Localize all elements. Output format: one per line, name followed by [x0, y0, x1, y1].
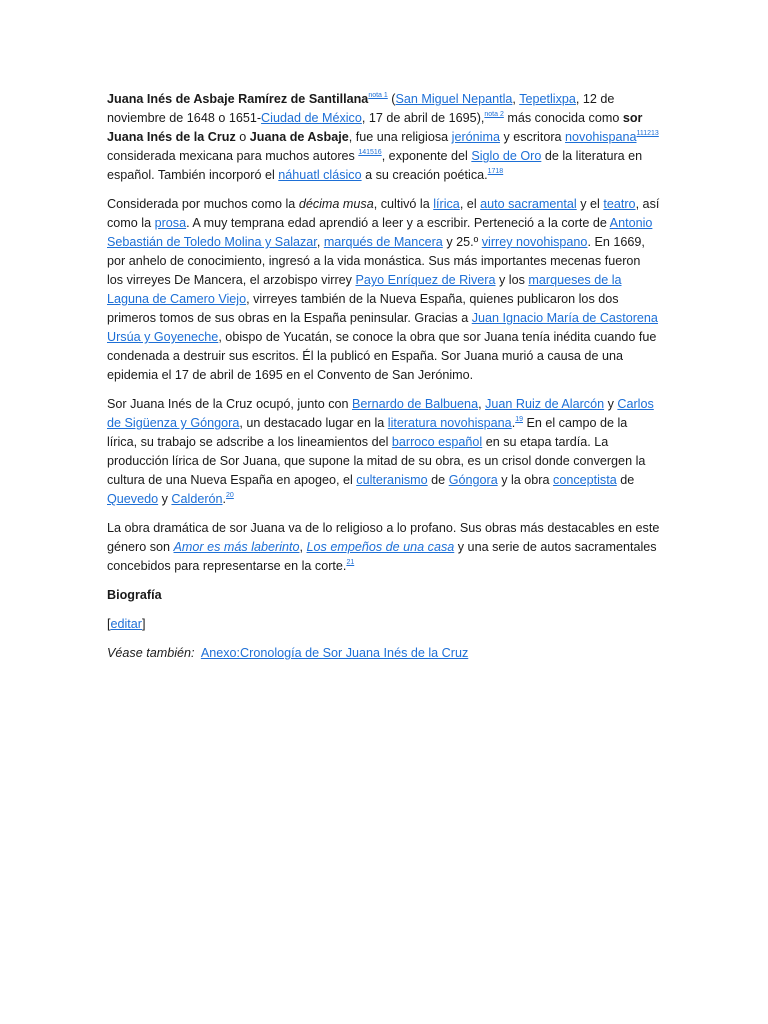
cite-ref-1718[interactable]: 1718 — [487, 168, 504, 175]
cite-ref-141516[interactable]: 141516 — [358, 149, 382, 156]
link-prosa[interactable]: prosa — [154, 216, 187, 230]
see-also-label: Véase también: — [107, 646, 195, 660]
link-marqueses-laguna[interactable]: marqueses de la Laguna de Camero Viejo — [107, 273, 622, 306]
link-calderon[interactable]: Calderón — [171, 492, 223, 506]
link-virrey-novohispano[interactable]: virrey novohispano — [481, 235, 588, 249]
note-ref-2[interactable]: nota 2 — [484, 111, 504, 118]
link-ruiz-de-alarcon[interactable]: Juan Ruiz de Alarcón — [485, 397, 605, 411]
link-siguenza[interactable]: Carlos de Sigüenza y Góngora — [107, 397, 654, 430]
paragraph-drama: La obra dramática de sor Juana va de lo religioso a lo profano. Sus obras más destacables en este género son Amor es más laberinto, Los empeños de una casa y una serie de autos sacramentales concebidos para representarse en la corte.$^{21}$ — [107, 521, 660, 573]
link-literatura-novohispana[interactable]: literatura novohispana — [387, 416, 512, 430]
link-barroco-espanol[interactable]: barroco español — [391, 435, 483, 449]
link-conceptista[interactable]: conceptista — [553, 473, 617, 487]
link-ciudad-de-mexico[interactable]: Ciudad de México — [261, 111, 362, 125]
link-culteranismo[interactable]: culteranismo — [356, 473, 428, 487]
see-also-note — [107, 644, 660, 663]
link-castorena[interactable]: Juan Ignacio María de Castorena Ursúa y Goyeneche — [107, 311, 658, 344]
cite-ref-21[interactable]: 21 — [346, 559, 355, 566]
section-edit-link: [editar] — [107, 617, 146, 631]
cite-ref-111213[interactable]: 111213 — [636, 130, 659, 137]
edit-link[interactable]: editar — [110, 617, 143, 631]
link-marques-de-mancera[interactable]: marqués de Mancera — [323, 235, 443, 249]
link-amor-es-mas-laberinto[interactable]: Amor es más laberinto — [173, 540, 300, 554]
link-lirica[interactable]: lírica — [433, 197, 460, 211]
link-gongora[interactable]: Góngora — [448, 473, 498, 487]
paragraph-works: Considerada por muchos como la décima musa, cultivó la lírica, el auto sacramental y el teatro, así como la prosa. A muy temprana edad aprendió a leer y a escribir. Perteneció a la corte de Antonio Sebastián de Toledo Molina y Salazar, marqués de Mancera y 25.º virrey novohispano. En 1669, por anhelo de conocimiento, ingresó a la vida monástica. Sus más importantes mecenas fueron los virreyes De Mancera, el arzobispo virrey Payo Enríquez de Rivera y los marqueses de la Laguna de Camero Viejo, virreyes también de la Nueva España, quienes publicaron los dos primeros tomos de sus obras en la España peninsular. Gracias a Juan Ignacio María de Castorena Ursúa y Goyeneche, obispo de Yucatán, se conoce la obra que sor Juana tenía inédita cuando fue condenada a destruir sus escritos. Él la publicó en España. Sor Juana murió a causa de una epidemia el 17 de abril de 1695 en el Convento de San Jerónimo. — [107, 197, 660, 382]
link-siglo-de-oro[interactable]: Siglo de Oro — [471, 149, 542, 163]
link-jeronima[interactable]: jerónima — [451, 130, 500, 144]
link-teatro[interactable]: teatro — [603, 197, 636, 211]
paragraph-literature: Sor Juana Inés de la Cruz ocupó, junto con Bernardo de Balbuena, Juan Ruiz de Alarcón y Carlos de Sigüenza y Góngora, un destacado lugar en la literatura novohispana.$^{19}$ En el campo de la lírica, su trabajo se adscribe a los lineamientos del barroco español en su etapa tardía. La producción lírica de Sor Juana, que supone la mitad de su obra, es un crisol donde convergen la cultura de una Nueva España en apogeo, el culteranismo de Góngora y la obra conceptista de Quevedo y Calderón.$^{20}$ — [107, 397, 654, 506]
cite-ref-19[interactable]: 19 — [515, 416, 523, 423]
link-antonio-sebastian[interactable]: Antonio Sebastián de Toledo Molina y Salazar — [107, 216, 653, 249]
cite-ref-20[interactable]: 20 — [226, 492, 234, 499]
link-tepetlixpa[interactable]: Tepetlixpa — [519, 92, 576, 106]
link-los-empenos[interactable]: Los empeños de una casa — [306, 540, 455, 554]
link-balbuena[interactable]: Bernardo de Balbuena — [352, 397, 479, 411]
note-ref-1[interactable]: nota 1 — [368, 92, 388, 99]
link-san-miguel-nepantla[interactable]: San Miguel Nepantla — [395, 92, 513, 106]
link-cronologia[interactable]: Anexo:Cronología de Sor Juana Inés de la Cruz — [200, 646, 469, 660]
paragraph-intro: Juana Inés de Asbaje Ramírez de Santillana$^{nota 1}$ (San Miguel Nepantla, Tepetlixpa, 12 de noviembre de 1648 o 1651-Ciudad de México, 17 de abril de 1695),$^{nota 2}$ más conocida como sor Juana Inés de la Cruz o Juana de Asbaje, fue una religiosa jerónima y escritora novohispana$^{111213}$ considerada mexicana para muchos autores $^{141516}$, exponente del Siglo de Oro de la literatura en español. También incorporó el náhuatl clásico a su creación poética.$^{1718}$ — [107, 92, 659, 182]
link-payo-enriquez[interactable]: Payo Enríquez de Rivera — [355, 273, 496, 287]
link-nahuatl-clasico[interactable]: náhuatl clásico — [278, 168, 362, 182]
link-novohispana[interactable]: novohispana — [565, 130, 637, 144]
subject-name: Juana Inés de Asbaje Ramírez de Santillana — [107, 92, 369, 106]
article-body — [107, 90, 660, 673]
link-quevedo[interactable]: Quevedo — [107, 492, 159, 506]
section-heading-biografia: Biografía — [107, 588, 162, 602]
link-auto-sacramental[interactable]: auto sacramental — [480, 197, 577, 211]
